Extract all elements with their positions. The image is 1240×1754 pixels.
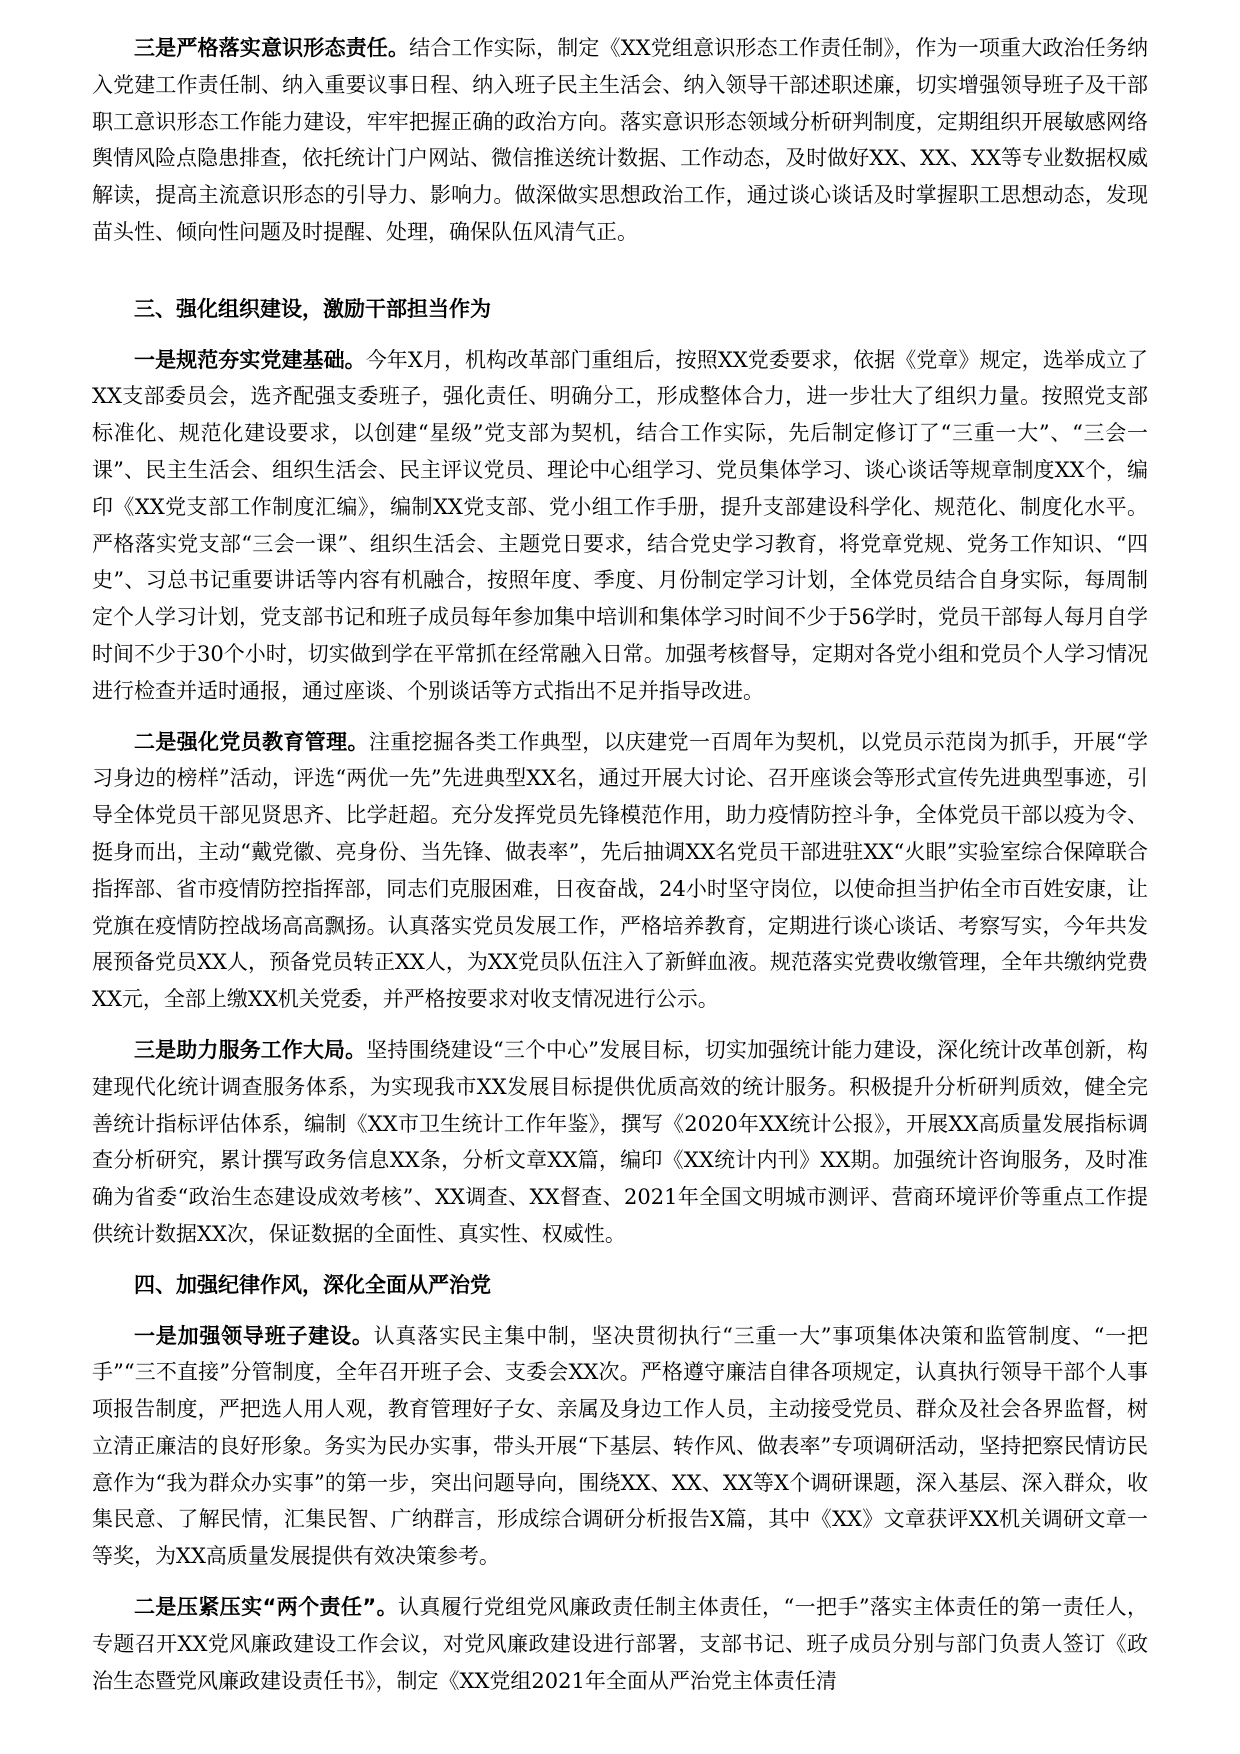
paragraph-party-foundation [92,342,1148,710]
paragraph-leadership-building [92,1318,1148,1576]
paragraph-ideology-responsibility [92,30,1148,251]
paragraph-body: 注重挖掘各类工作典型，以庆建党一百周年为契机，以党员示范岗为抓手，开展“学习身边的榜样”活动，评选“两优一先”先进典型XX名，通过开展大讨论、召开座谈会等形式宣传先进典型事迹，引导全体党员干部见贤思齐、比学赶超。充分发挥党员先锋模范作用，助力疫情防控斗争，全体党员干部以疫为令、挺身而出，主动“戴党徽、亮身份、当先锋、做表率”，先后抽调XX名党员干部进驻XX“火眼”实验室综合保障联合指挥部、省市疫情防控指挥部，同志们克服困难，日夜奋战，24小时坚守岗位，以使命担当护佑全市百姓安康，让党旗在疫情防控战场高高飘扬。认真落实党员发展工作，严格培养教育，定期进行谈心谈话、考察写实，今年共发展预备党员XX人，预备党员转正XX人，为XX党员队伍注入了新鲜血液。规范落实党费收缴管理，全年共缴纳党费XX元，全部上缴XX机关党委，并严格按要求对收支情况进行公示。 [92,729,1149,1012]
paragraph-lead: 二是强化党员教育管理。 [134,729,369,754]
paragraph-lead: 一是加强领导班子建设。 [134,1323,374,1348]
section-heading-discipline: 四、加强纪律作风，深化全面从严治党 [134,1272,491,1297]
paragraph-body: 认真履行党组党风廉政责任制主体责任，“一把手”落实主体责任的第一责任人，专题召开XX党风廉政建设工作会议，对党风廉政建设进行部署，支部书记、班子成员分别与部门负责人签订《政治生态暨党风廉政建设责任书》，制定《XX党组2021年全面从严治党主体责任清 [92,1595,1148,1693]
paragraph-body: 结合工作实际，制定《XX党组意识形态工作责任制》，作为一项重大政治任务纳入党建工作责任制、纳入重要议事日程、纳入班子民主生活会、纳入领导干部述职述廉，切实增强领导班子及干部职工意识形态工作能力建设，牢牢把握正确的政治方向。落实意识形态领域分析研判制度，定期组织开展敏感网络舆情风险点隐患排查，依托统计门户网站、微信推送统计数据、工作动态，及时做好XX、XX、XX等专业数据权威解读，提高主流意识形态的引导力、影响力。做深做实思想政治工作，通过谈心谈话及时掌握职工思想动态，发现苗头性、倾向性问题及时提醒、处理，确保队伍风清气正。 [92,36,1149,244]
paragraph-lead: 三是严格落实意识形态责任。 [134,36,410,60]
paragraph-lead: 二是压紧压实“两个责任”。 [134,1595,398,1620]
paragraph-lead: 三是助力服务工作大局。 [134,1037,367,1062]
section-heading-organization: 三、强化组织建设，激励干部担当作为 [134,296,491,321]
paragraph-two-responsibilities [92,1589,1148,1699]
paragraph-body: 坚持围绕建设“三个中心”发展目标，切实加强统计能力建设，深化统计改革创新，构建现代化统计调查服务体系，为实现我市XX发展目标提供优质高效的统计服务。积极提升分析研判质效，健全完善统计指标评估体系，编制《XX市卫生统计工作年鉴》，撰写《2020年XX统计公报》，开展XX高质量发展指标调查分析研究，累计撰写政务信息XX条，分析文章XX篇，编印《XX统计内刊》XX期。加强统计咨询服务，及时准确为省委“政治生态建设成效考核”、XX调查、XX督查、2021年全国文明城市测评、营商环境评价等重点工作提供统计数据XX次，保证数据的全面性、真实性、权威性。 [92,1037,1149,1246]
paragraph-lead: 一是规范夯实党建基础。 [134,347,366,372]
paragraph-service-overall [92,1032,1148,1253]
paragraph-member-education [92,724,1148,1018]
paragraph-body: 今年X月，机构改革部门重组后，按照XX党委要求，依据《党章》规定，选举成立了XX支部委员会，选齐配强支委班子，强化责任、明确分工，形成整体合力，进一步壮大了组织力量。按照党支部标准化、规范化建设要求，以创建“星级”党支部为契机，结合工作实际，先后制定修订了“三重一大”、“三会一课”、民主生活会、组织生活会、民主评议党员、理论中心组学习、党员集体学习、谈心谈话等规章制度XX个，编印《XX党支部工作制度汇编》，编制XX党支部、党小组工作手册，提升支部建设科学化、规范化、制度化水平。严格落实党支部“三会一课”、组织生活会、主题党日要求，结合党史学习教育，将党章党规、党务工作知识、“四史”、习总书记重要讲话等内容有机融合，按照年度、季度、月份制定学习计划，全体党员结合自身实际，每周制定个人学习计划，党支部书记和班子成员每年参加集中培训和集体学习时间不少于56学时，党员干部每人每月自学时间不少于30个小时，切实做到学在平常抓在经常融入日常。加强考核督导，定期对各党小组和党员个人学习情况进行检查并适时通报，通过座谈、个别谈话等方式指出不足并指导改进。 [92,347,1148,703]
paragraph-body: 认真落实民主集中制，坚决贯彻执行“三重一大”事项集体决策和监管制度、“一把手”“三不直接”分管制度，全年召开班子会、支委会XX次。严格遵守廉洁自律各项规定，认真执行领导干部个人事项报告制度，严把选人用人观，教育管理好子女、亲属及身边工作人员，主动接受党员、群众及社会各界监督，树立清正廉洁的良好形象。务实为民办实事，带头开展“下基层、转作风、做表率”专项调研活动，坚持把察民情访民意作为“我为群众办实事”的第一步，突出问题导向，围绕XX、XX、XX等X个调研课题，深入基层、深入群众，收集民意、了解民情，汇集民智、广纳群言，形成综合调研分析报告X篇，其中《XX》文章获评XX机关调研文章一等奖，为XX高质量发展提供有效决策参考。 [92,1323,1148,1569]
